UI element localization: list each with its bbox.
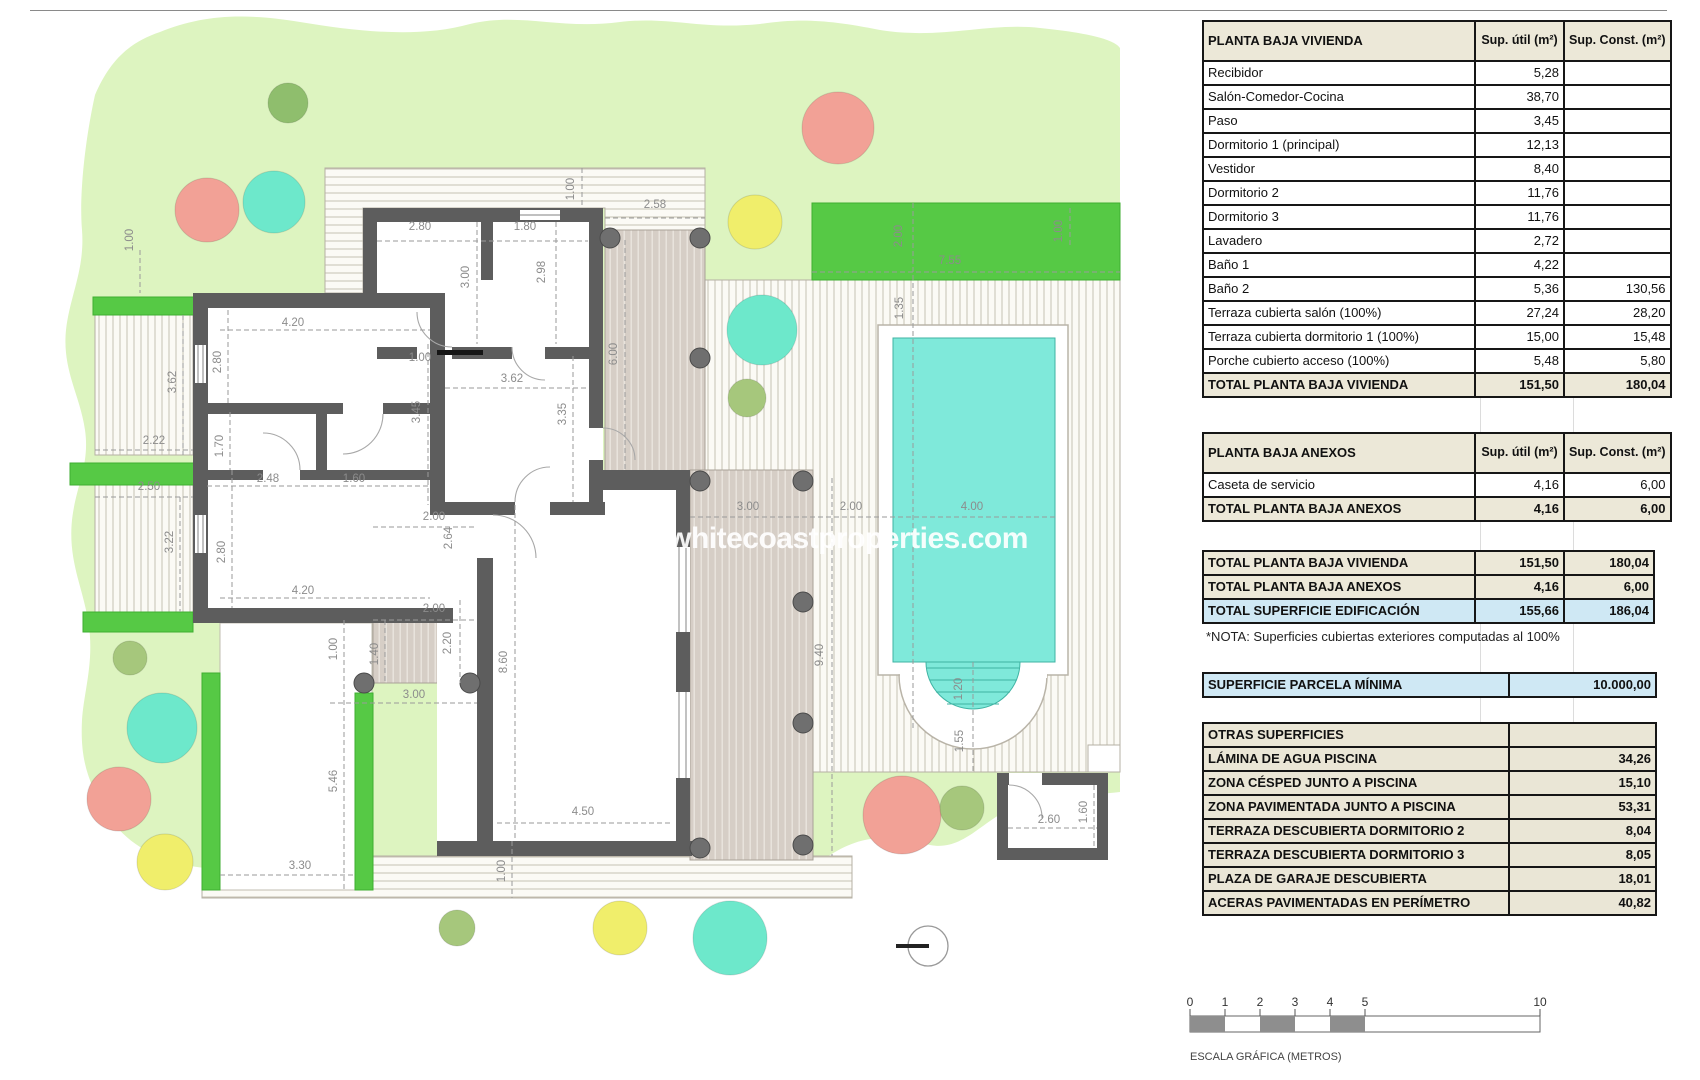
pool-water <box>893 338 1055 662</box>
tree-icon <box>113 641 147 675</box>
table-row: Baño 2 5,36 130,56 <box>1203 277 1671 301</box>
dimension-label: 3.62 <box>167 370 179 394</box>
table-row: Salón-Comedor-Cocina 38,70 <box>1203 85 1671 109</box>
table-superficie-parcela <box>1202 672 1657 698</box>
summary-row: TOTAL SUPERFICIE EDIFICACIÓN 155,66 186,04 <box>1203 599 1654 623</box>
garage-floor <box>220 623 372 890</box>
scale-tick-label: 4 <box>1326 995 1334 1009</box>
nota-text: *NOTA: Superficies cubiertas exteriores computadas al 100% <box>1206 629 1560 644</box>
table-row: ZONA CÉSPED JUNTO A PISCINA 15,10 <box>1203 771 1656 795</box>
column-marker <box>460 673 480 693</box>
scale-tick-label: 2 <box>1256 995 1264 1009</box>
table-header: PLANTA BAJA ANEXOS Sup. útil (m²) Sup. Const. (m²) <box>1203 433 1671 473</box>
table-row: Terraza cubierta salón (100%) 27,24 28,20 <box>1203 301 1671 325</box>
column-marker <box>354 673 374 693</box>
dimension-label: 2.64 <box>443 526 455 550</box>
table-planta-baja-vivienda <box>1202 20 1672 398</box>
dimension-label: 2.00 <box>422 511 446 523</box>
dimension-label: 2.80 <box>216 540 228 564</box>
table-row: Dormitorio 3 11,76 <box>1203 205 1671 229</box>
tree-icon <box>728 379 766 417</box>
dimension-label: 4.00 <box>960 501 984 513</box>
dimension-label: 1.00 <box>124 228 136 252</box>
table-row: Porche cubierto acceso (100%) 5,48 5,80 <box>1203 349 1671 373</box>
dimension-label: 3.00 <box>736 501 760 513</box>
table-row: Recibidor 5,28 <box>1203 61 1671 85</box>
table-header: PLANTA BAJA VIVIENDA Sup. útil (m²) Sup. Const. (m²) <box>1203 21 1671 61</box>
paving-notch <box>1088 745 1120 772</box>
dimension-label: 2.00 <box>422 603 446 615</box>
table-row: Vestidor 8,40 <box>1203 157 1671 181</box>
dimension-label: 7.55 <box>938 255 962 267</box>
table-row: LÁMINA DE AGUA PISCINA 34,26 <box>1203 747 1656 771</box>
total-row: TOTAL PLANTA BAJA ANEXOS 4,16 6,00 <box>1203 497 1671 521</box>
dimension-label: 3.62 <box>500 373 524 385</box>
table-row: TERRAZA DESCUBIERTA DORMITORIO 2 8,04 <box>1203 819 1656 843</box>
total-row: TOTAL PLANTA BAJA VIVIENDA 151,50 180,04 <box>1203 373 1671 397</box>
column-marker <box>793 592 813 612</box>
column-marker <box>690 471 710 491</box>
dimension-label: 1.60 <box>342 473 366 485</box>
table-row: Baño 1 4,22 <box>1203 253 1671 277</box>
tree-icon <box>175 178 239 242</box>
door-leaf <box>437 350 483 355</box>
column-marker <box>690 228 710 248</box>
dimension-label: 1.60 <box>1078 800 1090 824</box>
dimension-label: 9.40 <box>814 643 826 667</box>
pool-lawn-strip <box>812 203 1120 280</box>
scale-tick-label: 3 <box>1291 995 1299 1009</box>
table-row: Caseta de servicio 4,16 6,00 <box>1203 473 1671 497</box>
tree-icon <box>693 901 767 975</box>
table-row: Dormitorio 2 11,76 <box>1203 181 1671 205</box>
dimension-label: 2.20 <box>442 631 454 655</box>
area-table <box>1202 432 1672 522</box>
tree-icon <box>593 901 647 955</box>
tree-icon <box>727 295 797 365</box>
dimension-label: 2.00 <box>893 224 905 248</box>
north-symbol <box>896 926 948 966</box>
table-row: Terraza cubierta dormitorio 1 (100%) 15,00 15,48 <box>1203 325 1671 349</box>
scale-tick-label: 5 <box>1361 995 1369 1009</box>
dimension-label: 1.00 <box>1053 219 1065 243</box>
dimension-label: 3.35 <box>557 402 569 426</box>
scale-tick-label: 10 <box>1533 995 1547 1009</box>
dimension-label: 1.20 <box>953 677 965 701</box>
tree-icon <box>127 693 197 763</box>
column-marker <box>690 838 710 858</box>
tree-icon <box>268 83 308 123</box>
dimension-label: 2.58 <box>643 199 667 211</box>
tree-icon <box>863 776 941 854</box>
dimension-label: 1.55 <box>954 729 966 753</box>
table-otras-superficies <box>1202 722 1657 916</box>
tree-icon <box>728 195 782 249</box>
dimension-label: 6.00 <box>608 342 620 366</box>
dimension-label: 2.48 <box>256 473 280 485</box>
table-row: Paso 3,45 <box>1203 109 1671 133</box>
scale-bar-label: ESCALA GRÁFICA (METROS) <box>1190 1051 1342 1063</box>
column-marker <box>600 228 620 248</box>
tree-icon <box>243 171 305 233</box>
column-marker <box>793 835 813 855</box>
dimension-label: 1.00 <box>496 859 508 883</box>
dimension-label: 2.98 <box>536 260 548 284</box>
dimension-label: 1.00 <box>328 637 340 661</box>
graphic-scale-bar <box>1180 988 1580 1078</box>
dimension-label: 5.46 <box>328 769 340 793</box>
left-terrace-lower <box>95 485 193 612</box>
summary-row: TOTAL PLANTA BAJA VIVIENDA 151,50 180,04 <box>1203 551 1654 575</box>
dimension-label: 1.00 <box>565 177 577 201</box>
column-marker <box>793 471 813 491</box>
dimension-label: 2.50 <box>137 481 161 493</box>
tree-icon <box>940 786 984 830</box>
table-header: OTRAS SUPERFICIES <box>1203 723 1656 747</box>
dimension-label: 3.22 <box>164 530 176 554</box>
dimension-label: 3.30 <box>288 860 312 872</box>
dimension-label: 2.22 <box>142 435 166 447</box>
table-row: TERRAZA DESCUBIERTA DORMITORIO 3 8,05 <box>1203 843 1656 867</box>
tree-icon <box>137 834 193 890</box>
summary-row: TOTAL PLANTA BAJA ANEXOS 4,16 6,00 <box>1203 575 1654 599</box>
column-marker <box>690 348 710 368</box>
dimension-label: 4.50 <box>571 806 595 818</box>
watermark: whitecoastproperties.com <box>668 522 1028 555</box>
dimension-label: 2.00 <box>839 501 863 513</box>
dimension-label: 3.00 <box>402 689 426 701</box>
dimension-label: 2.80 <box>408 221 432 233</box>
dimension-label: 1.40 <box>369 642 381 666</box>
dimension-label: 4.20 <box>281 317 305 329</box>
table-row: Dormitorio 1 (principal) 12,13 <box>1203 133 1671 157</box>
tree-icon <box>802 92 874 164</box>
table-row: PLAZA DE GARAJE DESCUBIERTA 18,01 <box>1203 867 1656 891</box>
tree-icon <box>439 910 475 946</box>
dimension-label: 2.60 <box>1037 814 1061 826</box>
scale-tick-label: 1 <box>1221 995 1229 1009</box>
table-resumen-totales <box>1202 550 1655 624</box>
dimension-label: 1.70 <box>214 434 226 458</box>
terraza-dormitorio1 <box>605 230 705 473</box>
dimension-label: 4.20 <box>291 585 315 597</box>
parcela-row: SUPERFICIE PARCELA MÍNIMA 10.000,00 <box>1203 673 1656 697</box>
table-planta-baja-anexos <box>1202 432 1672 522</box>
table-row: ZONA PAVIMENTADA JUNTO A PISCINA 53,31 <box>1203 795 1656 819</box>
dimension-label: 3.45 <box>411 400 423 424</box>
dimension-label: 1.00 <box>408 352 432 364</box>
scale-tick-label: 0 <box>1186 995 1194 1009</box>
table-row: ACERAS PAVIMENTADAS EN PERÍMETRO 40,82 <box>1203 891 1656 915</box>
dimension-label: 2.80 <box>212 350 224 374</box>
area-table <box>1202 20 1672 398</box>
column-marker <box>793 713 813 733</box>
tree-icon <box>87 767 151 831</box>
dimension-label: 1.35 <box>894 296 906 320</box>
table-row: Lavadero 2,72 <box>1203 229 1671 253</box>
dimension-label: 8.60 <box>498 650 510 674</box>
dimension-label: 1.80 <box>513 221 537 233</box>
dimension-label: 3.00 <box>460 265 472 289</box>
